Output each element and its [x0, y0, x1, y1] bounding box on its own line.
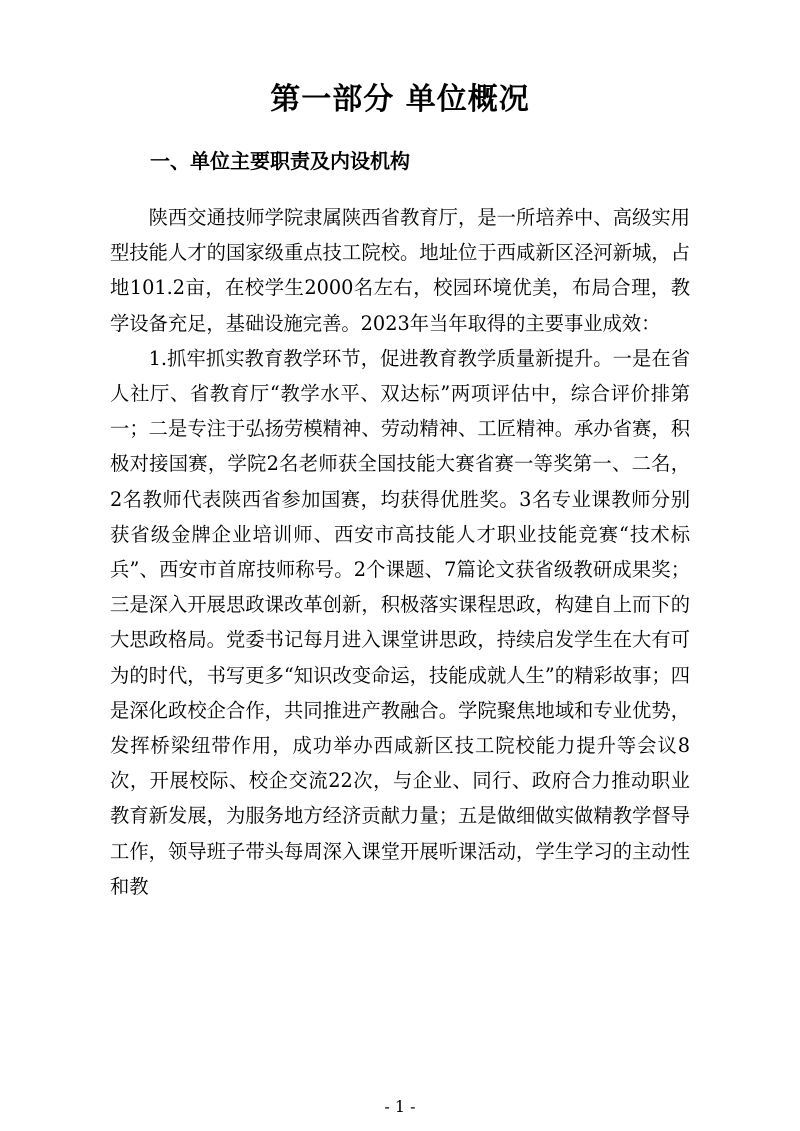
body-text	[110, 200, 690, 904]
paragraph-achievements: 1.抓牢抓实教育教学环节，促进教育教学质量新提升。一是在省人社厅、省教育厅“教学水平、双达标”两项评估中，综合评价排第一；二是专注于弘扬劳模精神、劳动精神、工匠精神。承办省赛，积极对接国赛，学院2名老师获全国技能大赛省赛一等奖第一、二名，2名教师代表陕西省参加国赛，均获得优胜奖。3名专业课教师分别获省级金牌企业培训师、西安市高技能人才职业技能竞赛“技术标兵”、西安市首席技师称号。2个课题、7篇论文获省级教研成果奖；三是深入开展思政课改革创新，积极落实课程思政，构建自上而下的大思政格局。党委书记每月进入课堂讲思政，持续启发学生在大有可为的时代，书写更多“知识改变命运，技能成就人生”的精彩故事；四是深化政校企合作，共同推进产教融合。学院聚焦地域和专业优势，发挥桥梁纽带作用，成功举办西咸新区技工院校能力提升等会议8次，开展校际、校企交流22次，与企业、同行、政府合力推动职业教育新发展，为服务地方经济贡献力量；五是做细做实做精教学督导工作，领导班子带头每周深入课堂开展听课活动，学生学习的主动性和教	[110, 346, 690, 898]
section-heading: 一、单位主要职责及内设机构	[150, 149, 410, 173]
paragraph-intro: 陕西交通技师学院隶属陕西省教育厅，是一所培养中、高级实用型技能人才的国家级重点技工院校。地址位于西咸新区泾河新城，占地101.2亩，在校学生2000名左右，校园环境优美，布局合理，教学设备充足，基础设施完善。2023年当年取得的主要事业成效：	[110, 206, 690, 335]
page-number: - 1 -	[384, 1097, 416, 1116]
page-title: 第一部分 单位概况	[270, 82, 530, 117]
